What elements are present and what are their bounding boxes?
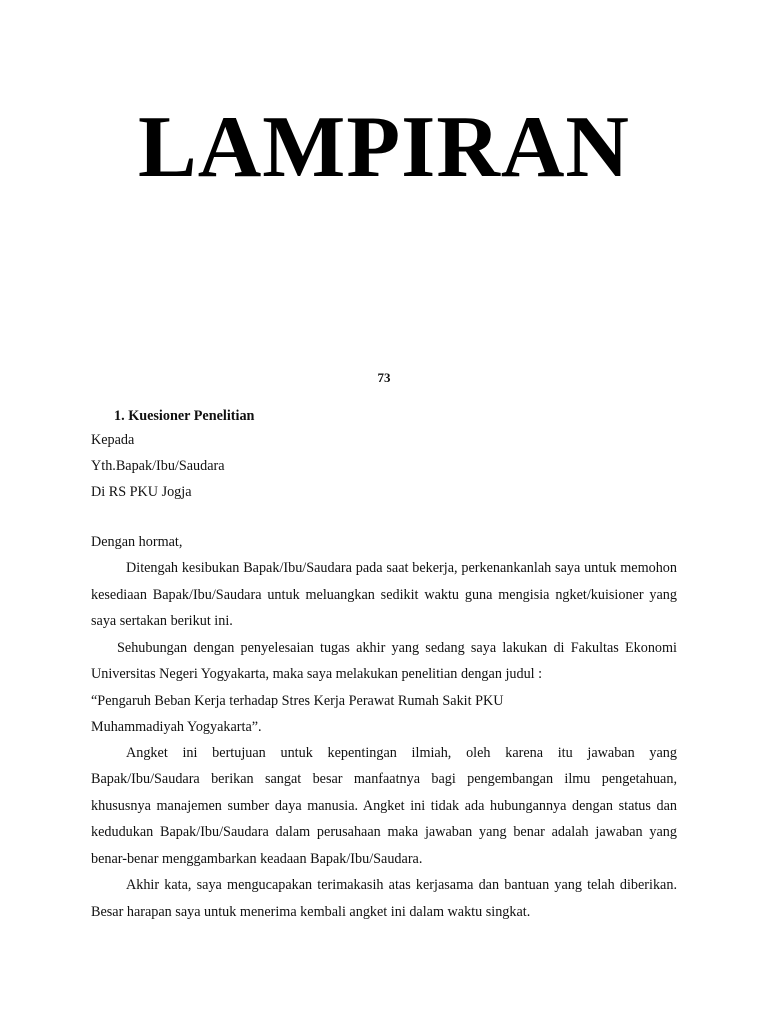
paragraph-purpose: Angket ini bertujuan untuk kepentingan ilmiah, oleh karena itu jawaban yang Bapak/Ibu/Saudara berikan sangat besar manfaatnya bagi pengembangan ilmu pengetahuan, khususnya manajemen sumber daya manusia. Angket ini tidak ada hubungannya dengan status dan kedudukan Bapak/Ibu/Saudara dalam perusahaan maka jawaban yang benar adalah jawaban yang benar-benar menggambarkan keadaan Bapak/Ibu/Saudara. — [91, 744, 677, 867]
research-title-line: Muhammadiyah Yogyakarta”. — [91, 718, 262, 735]
research-title-line: “Pengaruh Beban Kerja terhadap Stres Kerja Perawat Rumah Sakit PKU — [91, 692, 504, 709]
address-line: Di RS PKU Jogja — [91, 484, 192, 500]
address-line: Yth.Bapak/Ibu/Saudara — [91, 458, 225, 474]
address-line: Kepada — [91, 432, 135, 448]
document-body — [91, 406, 677, 925]
page-number: 73 — [377, 370, 391, 385]
section-heading: 1. Kuesioner Penelitian — [114, 408, 255, 424]
paragraph-research-context: Sehubungan dengan penyelesaian tugas akhir yang sedang saya lakukan di Fakultas Ekonomi Universitas Negeri Yogyakarta, maka saya melakukan penelitian dengan judul : — [91, 639, 677, 682]
salutation: Dengan hormat, — [91, 534, 183, 550]
address-block — [91, 427, 677, 505]
paragraph-request: Ditengah kesibukan Bapak/Ibu/Saudara pada saat bekerja, perkenankanlah saya untuk memohon kesediaan Bapak/Ibu/Saudara untuk meluangkan sedikit waktu guna mengisia ngket/kuisioner yang saya sertakan berikut ini. — [91, 560, 677, 629]
paragraph-closing: Akhir kata, saya mengucapakan terimakasih atas kerjasama dan bantuan yang telah diberikan. Besar harapan saya untuk menerima kembali angket ini dalam waktu singkat. — [91, 877, 677, 920]
page-title: LAMPIRAN — [138, 99, 630, 196]
